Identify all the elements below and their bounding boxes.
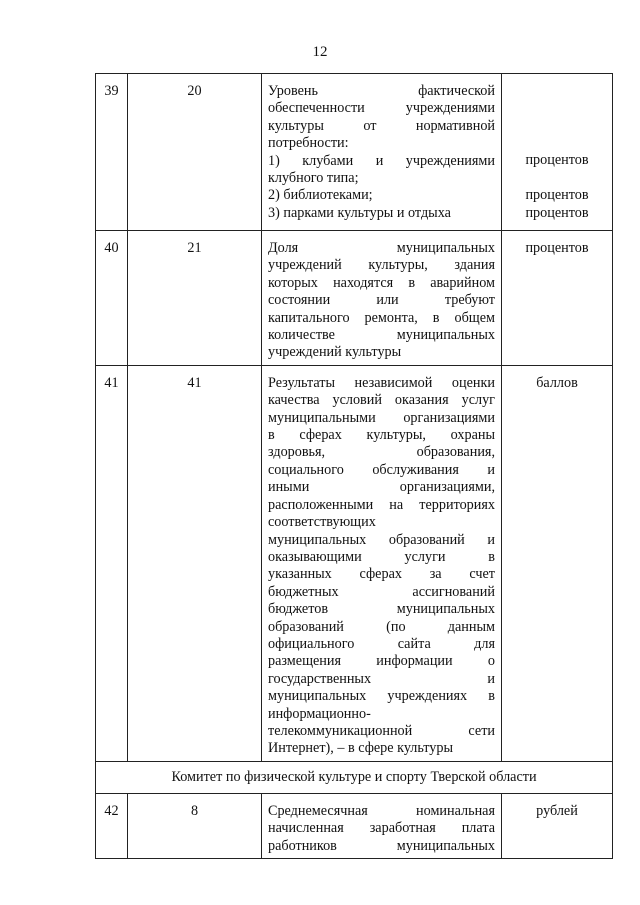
description-line: бюджетных ассигнований <box>268 583 495 600</box>
description-line: указанных сферах за счет <box>268 566 495 583</box>
description-line: муниципальных образований и <box>268 531 495 548</box>
indicator-description <box>262 793 502 858</box>
description-line: Доля муниципальных <box>268 240 495 256</box>
unit-label: рублей <box>536 802 578 819</box>
description-line: оказывающими услуги в <box>268 548 495 565</box>
description-line: в сферах культуры, охраны <box>268 427 495 444</box>
description-line: информационно- <box>268 705 371 722</box>
description-line: культуры от нормативной <box>268 117 495 134</box>
unit-cell <box>502 365 613 761</box>
unit-label: баллов <box>536 374 578 391</box>
table-row <box>96 74 613 231</box>
indicator-code: 41 <box>128 365 262 761</box>
description-line: потребности: <box>268 135 349 152</box>
description-line: социального обслуживания и <box>268 461 495 478</box>
description-line: иными организациями, <box>268 479 495 496</box>
indicator-description <box>262 231 502 366</box>
description-line: здоровья, образования, <box>268 444 495 461</box>
description-line: бюджетов муниципальных <box>268 601 495 618</box>
description-line: Среднемесячная номинальная <box>268 802 495 819</box>
unit-cell <box>502 74 613 231</box>
description-line: состоянии или требуют <box>268 292 495 309</box>
indicator-description <box>262 365 502 761</box>
table-row <box>96 793 613 858</box>
indicator-code: 20 <box>128 74 262 231</box>
description-line: которых находятся в аварийном <box>268 274 495 291</box>
description-line: образований (по данным <box>268 618 495 635</box>
row-number: 41 <box>96 365 128 761</box>
description-line: обеспеченности учреждениями <box>268 100 495 117</box>
unit-label: процентов <box>525 152 589 168</box>
description-line: муниципальными организациями <box>268 409 495 426</box>
description-line: работников муниципальных <box>268 837 495 854</box>
description-line: Интернет), – в сфере культуры <box>268 740 454 757</box>
indicators-table <box>95 73 613 859</box>
row-number: 39 <box>96 74 128 231</box>
unit-cell <box>502 793 613 858</box>
indicator-code: 8 <box>128 793 262 858</box>
description-line: Результаты независимой оценки <box>268 374 495 391</box>
page-number: 12 <box>312 44 328 60</box>
description-line: учреждений культуры, здания <box>268 257 495 274</box>
row-number: 42 <box>96 793 128 858</box>
row-number: 40 <box>96 231 128 366</box>
section-header: Комитет по физической культуре и спорту Тверской области <box>96 761 613 793</box>
description-line: муниципальных учреждениях в <box>268 688 495 705</box>
unit-label: процентов <box>525 240 589 256</box>
unit-label: процентов <box>525 205 589 221</box>
description-line: количестве муниципальных <box>268 327 495 344</box>
description-line: 2) библиотеками; <box>268 187 373 204</box>
indicator-description <box>262 74 502 231</box>
table-row <box>96 231 613 366</box>
description-line: расположенными на территориях <box>268 496 495 513</box>
description-line: учреждений культуры <box>268 344 402 361</box>
unit-label: процентов <box>525 187 589 203</box>
unit-cell <box>502 231 613 366</box>
description-line: клубного типа; <box>268 170 359 187</box>
description-line: государственных и <box>268 670 495 687</box>
description-line: 3) парками культуры и отдыха <box>268 204 451 221</box>
description-line: 1) клубами и учреждениями <box>268 152 495 169</box>
table-row <box>96 365 613 761</box>
description-line: телекоммуникационной сети <box>268 722 495 739</box>
description-line: размещения информации о <box>268 653 495 670</box>
section-header-row <box>96 761 613 793</box>
description-line: начисленная заработная плата <box>268 820 495 837</box>
description-line: качества условий оказания услуг <box>268 392 495 409</box>
description-line: капитального ремонта, в общем <box>268 309 495 326</box>
description-line: официального сайта для <box>268 635 495 652</box>
description-line: соответствующих <box>268 514 376 531</box>
indicator-code: 21 <box>128 231 262 366</box>
description-line: Уровень фактической <box>268 83 495 99</box>
